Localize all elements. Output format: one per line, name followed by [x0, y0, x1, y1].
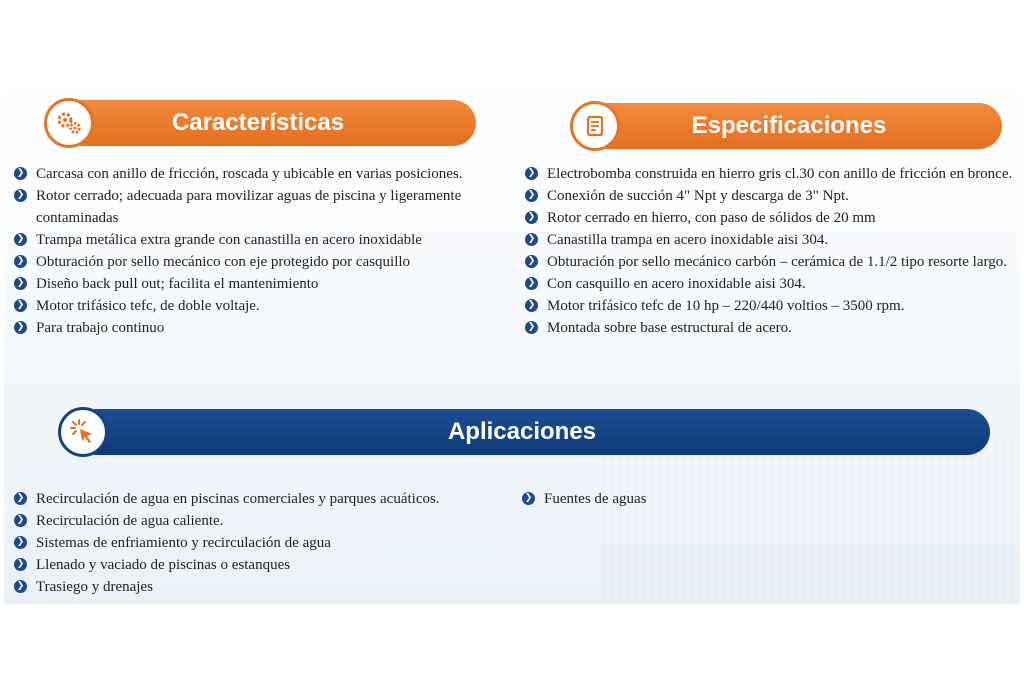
chevron-bullet-icon: ❯ [14, 277, 27, 290]
chevron-bullet-icon: ❯ [14, 536, 27, 549]
caracteristicas-title: Características [171, 109, 345, 136]
list-item: ❯ Fuentes de aguas [522, 488, 1002, 510]
caracteristicas-header [60, 100, 476, 146]
list-item: ❯ Canastilla trampa en acero inoxidable aisi 304. [525, 229, 1015, 251]
list-item: ❯ Diseño back pull out; facilita el mantenimiento [14, 273, 509, 295]
list-item: ❯ Rotor cerrado; adecuada para movilizar aguas de piscina y ligeramente contaminadas [14, 185, 509, 229]
list-item: ❯ Motor trifásico tefc, de doble voltaje. [14, 295, 509, 317]
list-item: ❯ Recirculación de agua en piscinas comerciales y parques acuáticos. [14, 488, 514, 510]
list-item: ❯ Sistemas de enfriamiento y recirculación de agua [14, 532, 514, 554]
list-item: ❯ Recirculación de agua caliente. [14, 510, 514, 532]
chevron-bullet-icon: ❯ [14, 558, 27, 571]
aplicaciones-header [74, 409, 990, 455]
document-icon [570, 101, 620, 151]
list-item: ❯ Para trabajo continuo [14, 317, 509, 339]
list-item: ❯ Motor trifásico tefc de 10 hp – 220/440 voltios – 3500 rpm. [525, 295, 1015, 317]
especificaciones-list [525, 163, 1015, 339]
chevron-bullet-icon: ❯ [525, 321, 538, 334]
list-item: ❯ Con casquillo en acero inoxidable aisi 304. [525, 273, 1015, 295]
chevron-bullet-icon: ❯ [14, 233, 27, 246]
chevron-bullet-icon: ❯ [525, 211, 538, 224]
chevron-bullet-icon: ❯ [525, 189, 538, 202]
chevron-bullet-icon: ❯ [525, 299, 538, 312]
chevron-bullet-icon: ❯ [14, 299, 27, 312]
list-item: ❯ Electrobomba construida en hierro gris cl.30 con anillo de fricción en bronce. [525, 163, 1015, 185]
chevron-bullet-icon: ❯ [14, 189, 27, 202]
caracteristicas-list [14, 163, 509, 339]
chevron-bullet-icon: ❯ [525, 233, 538, 246]
aplicaciones-title: Aplicaciones [447, 418, 597, 445]
list-item: ❯ Montada sobre base estructural de acero. [525, 317, 1015, 339]
gears-icon [44, 98, 94, 148]
list-item: ❯ Rotor cerrado en hierro, con paso de sólidos de 20 mm [525, 207, 1015, 229]
list-item: ❯ Obturación por sello mecánico con eje protegido por casquillo [14, 251, 509, 273]
chevron-bullet-icon: ❯ [14, 167, 27, 180]
chevron-bullet-icon: ❯ [525, 167, 538, 180]
aplicaciones-list-left [14, 488, 514, 598]
decorative-dots [600, 440, 1020, 600]
chevron-bullet-icon: ❯ [14, 514, 27, 527]
chevron-bullet-icon: ❯ [525, 277, 538, 290]
especificaciones-title: Especificaciones [691, 112, 887, 139]
chevron-bullet-icon: ❯ [14, 321, 27, 334]
list-item: ❯ Trampa metálica extra grande con canastilla en acero inoxidable [14, 229, 509, 251]
list-item: ❯ Obturación por sello mecánico carbón – cerámica de 1.1/2 tipo resorte largo. [525, 251, 1015, 273]
aplicaciones-list-right [522, 488, 1002, 510]
chevron-bullet-icon: ❯ [14, 255, 27, 268]
click-cursor-icon [58, 407, 108, 457]
list-item: ❯ Trasiego y drenajes [14, 576, 514, 598]
chevron-bullet-icon: ❯ [14, 492, 27, 505]
chevron-bullet-icon: ❯ [525, 255, 538, 268]
chevron-bullet-icon: ❯ [14, 580, 27, 593]
chevron-bullet-icon: ❯ [522, 492, 535, 505]
list-item: ❯ Conexión de succión 4" Npt y descarga de 3" Npt. [525, 185, 1015, 207]
list-item: ❯ Llenado y vaciado de piscinas o estanques [14, 554, 514, 576]
list-item: ❯ Carcasa con anillo de fricción, roscada y ubicable en varias posiciones. [14, 163, 509, 185]
especificaciones-header [586, 103, 1002, 149]
